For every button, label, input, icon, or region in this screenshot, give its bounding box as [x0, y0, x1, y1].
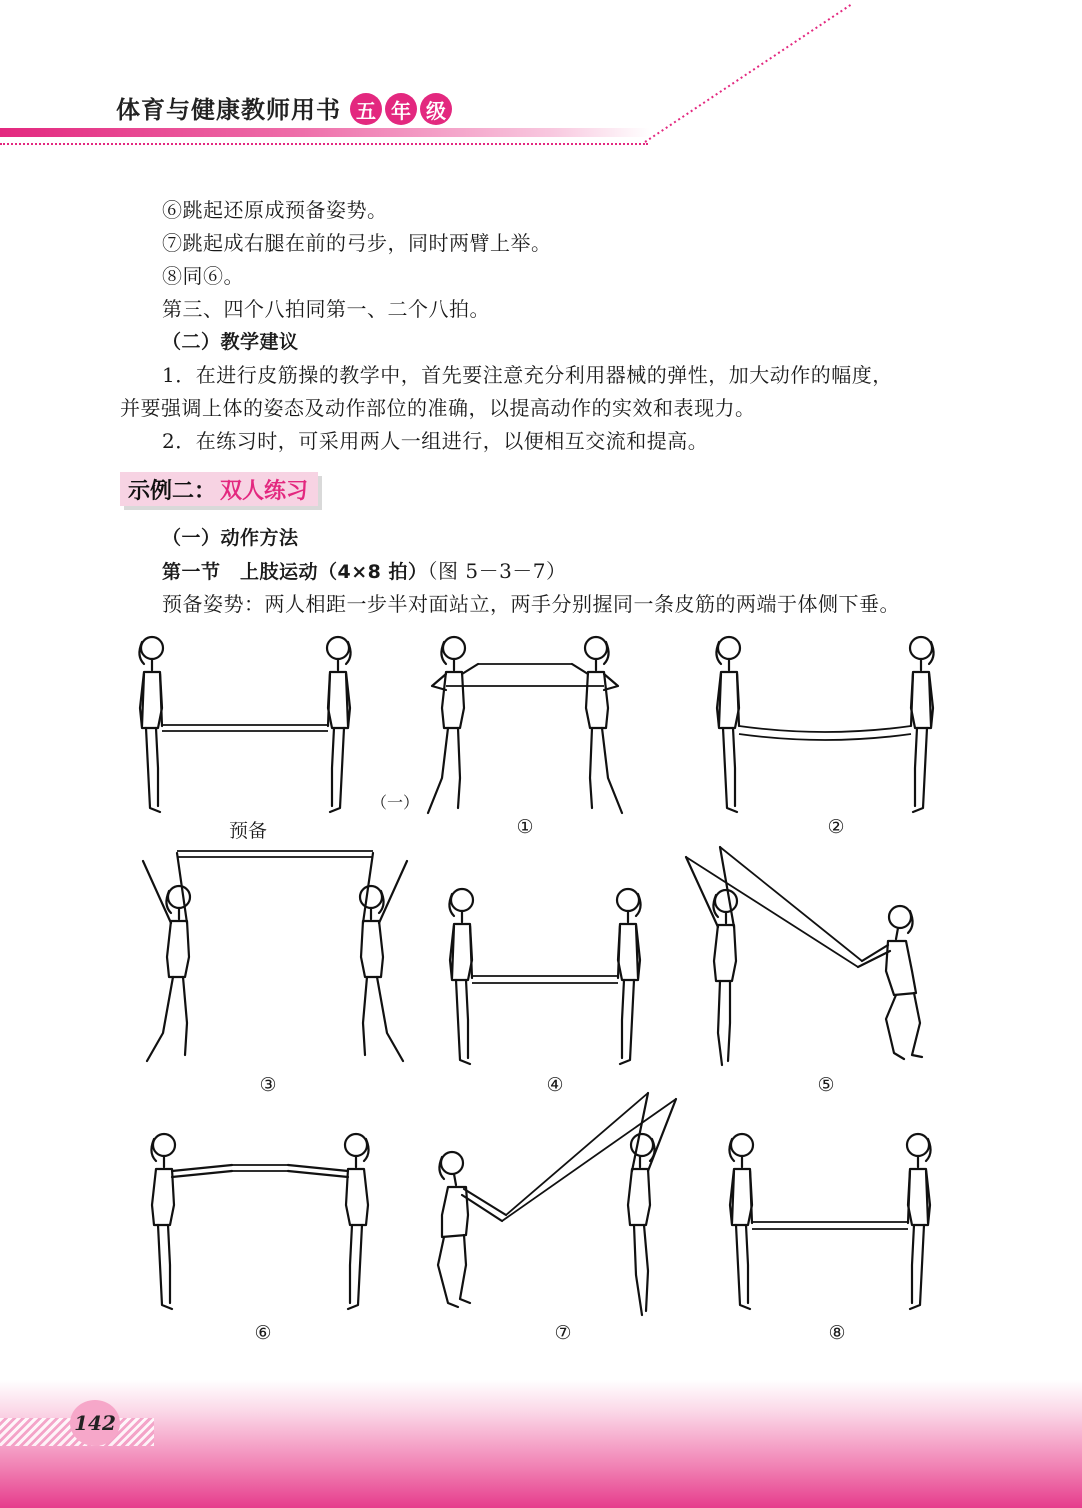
- caption-step-7: ⑦: [554, 1322, 572, 1344]
- grade-badges: [350, 93, 452, 125]
- book-title: 体育与健康教师用书: [116, 95, 341, 124]
- figure-step-7: [430, 1085, 695, 1320]
- figure-step-1: [420, 628, 630, 823]
- caption-step-3: ③: [259, 1074, 277, 1096]
- header-bar: [0, 128, 650, 137]
- text-line-7: ⑦跳起成右腿在前的弓步，同时两臂上举。: [162, 231, 552, 255]
- figure-step-5: [680, 843, 940, 1073]
- group-label: （一）: [370, 793, 419, 812]
- caption-step-6: ⑥: [254, 1322, 272, 1344]
- text-line-repeat: 第三、四个八拍同第一、二个八拍。: [162, 297, 490, 321]
- header-diagonal-decoration: [640, 0, 860, 145]
- figure-reference: （图 5－3－7）: [427, 559, 567, 583]
- example-title: 双人练习: [220, 478, 309, 504]
- method-heading: （一）动作方法: [162, 527, 299, 549]
- figure-step-4: [440, 880, 650, 1070]
- grade-badge: 级: [420, 93, 452, 125]
- grade-badge: 五: [350, 93, 382, 125]
- caption-ready: 预备: [228, 820, 267, 842]
- figure-step-8: [720, 1125, 940, 1320]
- figure-step-2: [705, 628, 945, 823]
- caption-step-1: ①: [516, 816, 534, 838]
- grade-badge: 年: [385, 93, 417, 125]
- figure-step-6: [140, 1125, 380, 1320]
- caption-step-2: ②: [827, 816, 845, 838]
- suggestion-1a: 1．在进行皮筋操的教学中，首先要注意充分利用器械的弹性，加大动作的幅度，: [162, 363, 893, 387]
- subsection-title: 第一节 上肢运动（4×8 拍）: [162, 561, 428, 583]
- header-dotted-line: [0, 143, 648, 145]
- text-line-8: ⑧同⑥。: [162, 264, 244, 288]
- suggestion-1b: 并要强调上体的姿态及动作部位的准确，以提高动作的实效和表现力。: [120, 396, 756, 420]
- figure-step-3: [135, 843, 415, 1078]
- footer-band: [0, 1380, 1082, 1508]
- text-line-6: ⑥跳起还原成预备姿势。: [162, 198, 388, 222]
- caption-step-8: ⑧: [828, 1322, 846, 1344]
- figure-ready: [130, 628, 360, 823]
- caption-step-5: ⑤: [817, 1074, 835, 1096]
- suggestion-2: 2．在练习时，可采用两人一组进行，以便相互交流和提高。: [162, 429, 709, 453]
- page-number: 142: [70, 1400, 120, 1446]
- teaching-heading: （二）教学建议: [162, 331, 299, 353]
- example-heading: [120, 472, 318, 506]
- caption-step-4: ④: [546, 1074, 564, 1096]
- example-prefix: 示例二：: [128, 478, 217, 504]
- subsection-line: [120, 555, 960, 589]
- prepare-text: 预备姿势：两人相距一步半对面站立，两手分别握同一条皮筋的两端于体侧下垂。: [162, 592, 900, 616]
